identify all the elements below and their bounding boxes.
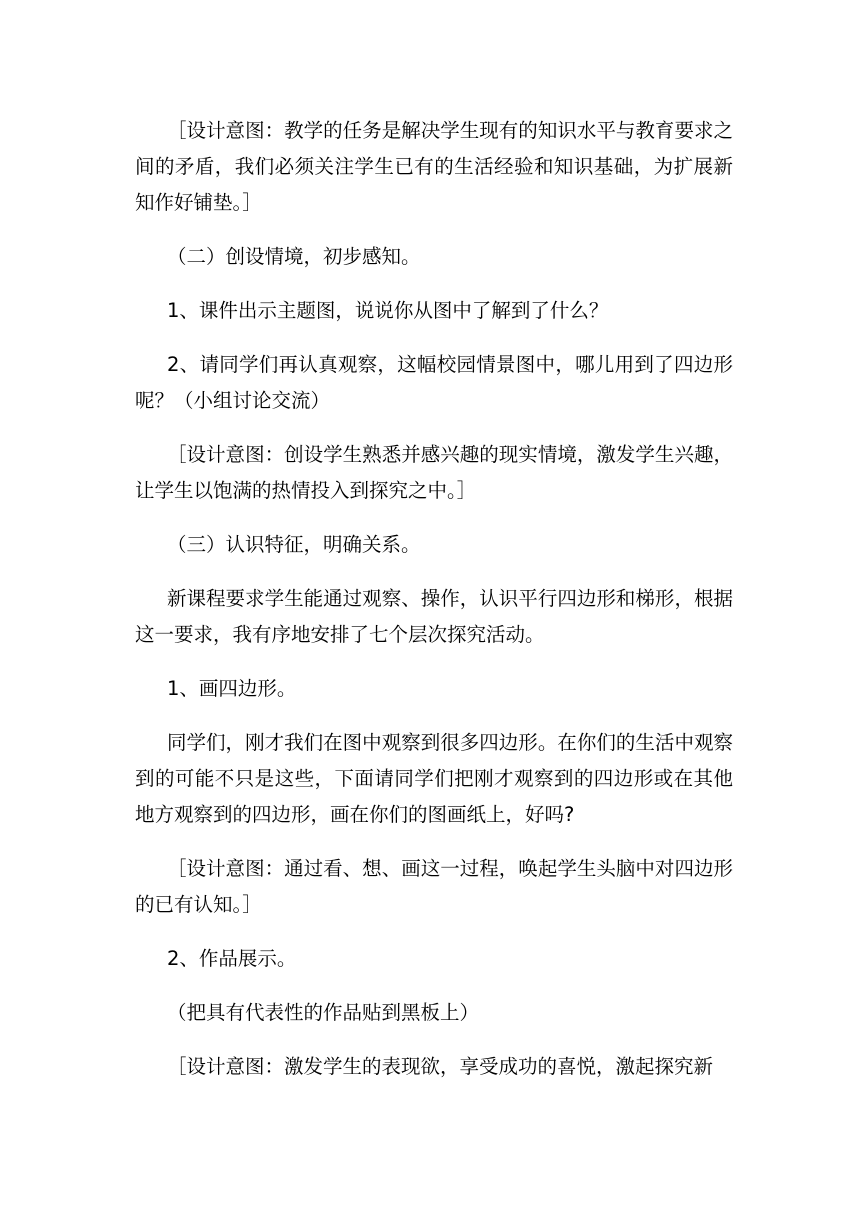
- step-2-paragraph: 2、请同学们再认真观察，这幅校园情景图中，哪儿用到了四边形呢？（小组讨论交流）: [135, 353, 733, 412]
- design-intent-paragraph-3: ［设计意图：通过看、想、画这一过程，唤起学生头脑中对四边形的已有认知。］: [135, 857, 733, 916]
- design-intent-paragraph-1: ［设计意图：教学的任务是解决学生现有的知识水平与教育要求之间的矛盾，我们必须关注学生已有的生活经验和知识基础，为扩展新知作好铺垫。］: [135, 119, 733, 214]
- activity-2-note: （把具有代表性的作品贴到黑板上）: [167, 1001, 480, 1024]
- section-heading-2: （二）创设情境，初步感知。: [167, 245, 421, 268]
- step-1-paragraph: 1、课件出示主题图，说说你从图中了解到了什么？: [167, 299, 609, 322]
- activity-1-instructions: 同学们，刚才我们在图中观察到很多四边形。在你们的生活中观察到的可能不只是这些，下面请同学们把刚才观察到的四边形或在其他地方观察到的四边形，画在你们的图画纸上，好吗?: [135, 731, 733, 826]
- section-heading-3: （三）认识特征，明确关系。: [167, 533, 421, 556]
- activity-2-heading: 2、作品展示。: [167, 947, 297, 970]
- design-intent-paragraph-4: ［设计意图：激发学生的表现欲，享受成功的喜悦，激起探究新: [167, 1055, 714, 1078]
- design-intent-paragraph-2: ［设计意图：创设学生熟悉并感兴趣的现实情境，激发学生兴趣，让学生以饱满的热情投入到探究之中。］: [135, 443, 733, 502]
- activity-1-heading: 1、画四边形。: [167, 677, 297, 700]
- curriculum-paragraph: 新课程要求学生能通过观察、操作，认识平行四边形和梯形，根据这一要求，我有序地安排了七个层次探究活动。: [135, 587, 733, 646]
- document-body: [135, 113, 733, 1085]
